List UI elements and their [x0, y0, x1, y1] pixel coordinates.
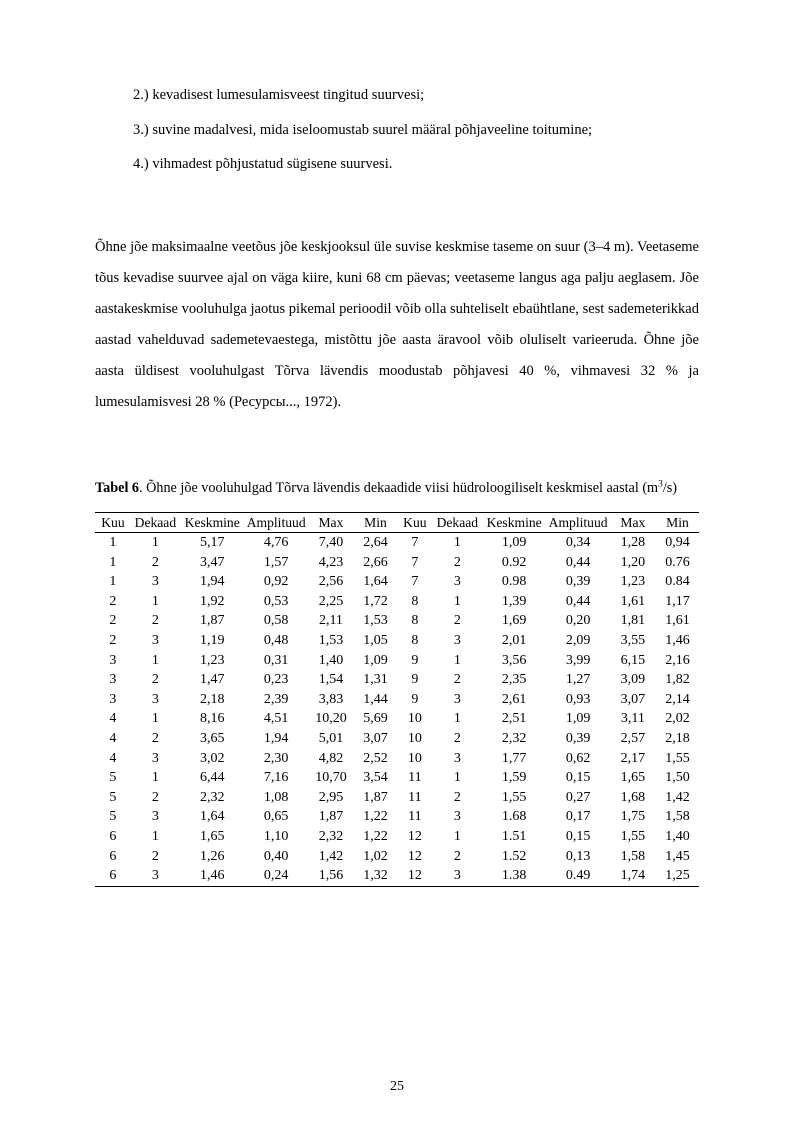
cell: 1: [109, 554, 117, 570]
cell: 4,76: [263, 535, 289, 551]
cell: 2: [109, 613, 117, 629]
cell: 0,39: [565, 731, 591, 747]
cell: 2,64: [363, 535, 388, 551]
cell: 2,95: [318, 789, 344, 805]
cell: 0,94: [665, 535, 690, 551]
cell: 3,83: [318, 691, 344, 707]
cell: 2: [151, 554, 159, 570]
table-caption-sup: 3: [658, 478, 663, 489]
col-header-amplituud-1: Amplituud: [244, 512, 307, 533]
cell: 1,57: [263, 554, 289, 570]
cell: 10: [407, 711, 422, 727]
cell: 0,44: [565, 554, 591, 570]
cell: 2,66: [363, 554, 388, 570]
cell: 1,55: [665, 750, 690, 766]
table-body: [95, 533, 699, 887]
cell: 1: [453, 593, 461, 609]
cell: 3,55: [620, 633, 646, 649]
cell: 1,22: [363, 829, 388, 844]
cell: 7: [411, 535, 419, 551]
table-row: [95, 866, 699, 886]
cell: 7: [411, 554, 419, 570]
cell: 1,64: [199, 809, 225, 825]
cell: 1,58: [620, 848, 646, 864]
cell: 1: [453, 829, 461, 844]
cell: 1,08: [263, 789, 289, 805]
cell: 2,16: [665, 652, 690, 668]
cell: 2: [453, 554, 461, 570]
cell: 0,48: [263, 633, 289, 649]
cell: 1,81: [620, 613, 646, 629]
cell: 1: [151, 652, 159, 668]
cell: 3: [131, 866, 180, 886]
cell: 1,55: [620, 829, 646, 844]
cell: 1,61: [620, 593, 646, 609]
list-item: 2.) kevadisest lumesulamisveest tingitud suurvesi;: [133, 87, 425, 103]
cell: 1: [109, 535, 117, 551]
cell: 3,47: [199, 554, 225, 570]
cell: 2,14: [665, 691, 690, 707]
cell: 6,15: [620, 652, 646, 668]
cell: 4,51: [263, 711, 289, 727]
table-row: [95, 847, 699, 867]
cell: 1,23: [620, 574, 646, 590]
col-header-kuu-2: Kuu: [397, 512, 433, 533]
cell: 2,61: [501, 691, 527, 707]
cell: 1,46: [665, 633, 690, 649]
table-row: [95, 533, 699, 553]
cell: 7: [411, 574, 419, 590]
cell: 1,87: [363, 789, 388, 805]
cell: 5: [109, 809, 117, 825]
cell: 2: [453, 789, 461, 805]
cell: 2: [109, 633, 117, 649]
cell: 5: [109, 789, 117, 805]
cell: 3: [151, 633, 159, 649]
cell: 1,09: [363, 652, 388, 668]
table-row: [95, 611, 699, 631]
cell: 2: [453, 848, 461, 864]
cell: 1,65: [199, 829, 225, 844]
cell: 8: [411, 613, 419, 629]
list-item: 3.) suvine madalvesi, mida iseloomustab suurel määral põhjaveeline toitumine;: [133, 121, 593, 138]
cell: 2,35: [501, 672, 527, 688]
cell: 2,56: [318, 574, 344, 590]
cell: 1,28: [620, 535, 646, 551]
table-header-row: [95, 512, 699, 533]
cell: 9: [411, 691, 419, 707]
cell: 2: [453, 613, 461, 629]
cell: 12: [397, 866, 433, 886]
table-header: [95, 512, 699, 533]
cell: 1: [151, 711, 159, 727]
cell: 6,44: [199, 770, 225, 786]
cell: 2: [151, 731, 159, 747]
cell: 1,02: [363, 848, 388, 864]
cell: 1,42: [665, 789, 690, 805]
table-row: [95, 827, 699, 847]
cell: 7,16: [263, 770, 289, 786]
cell: 3,07: [363, 731, 388, 747]
cell: 3: [453, 633, 461, 649]
cell: 3: [151, 691, 159, 707]
cell: 1,39: [501, 593, 527, 609]
cell: 0.84: [665, 574, 690, 590]
cell: 0,17: [565, 809, 591, 825]
cell: 2,57: [620, 731, 646, 747]
table-row: [95, 592, 699, 612]
hydrology-data-table: [95, 512, 699, 887]
cell: 1,53: [363, 613, 388, 629]
cell: 3,09: [620, 672, 646, 688]
table-row: [95, 768, 699, 788]
cell: 8: [411, 593, 419, 609]
cell: 1,47: [199, 672, 225, 688]
cell: 1,50: [665, 770, 690, 786]
cell: 1: [453, 770, 461, 786]
cell: 0,44: [565, 593, 591, 609]
cell: 1,45: [665, 848, 690, 864]
body-paragraph: Õhne jõe maksimaalne veetõus jõe keskjooksul üle suvise keskmise taseme on suur (3–4 m). Veetaseme tõus kevadise suurvee ajal on väga kiire, kuni 68 cm päevas; veetaseme langus aga palju aeglasem. Jõe aastakeskmise vooluhulga jaotus pikemal perioodil võib olla suhteliselt ebaühtlane, sest sademeterikkad aastad vahelduvad sademetevaestega, mistõttu jõe aasta äravool võib oluliselt varieeruda. Õhne jõe aasta üldisest vooluhulgast Tõrva lävendis moodustab põhjavesi 40 %, vihmavesi 32 % ja lumesulamisvesi 28 % (Ресурсы..., 1972).: [95, 238, 699, 410]
table-caption-text: . Õhne jõe vooluhulgad Tõrva lävendis dekaadide viisi hüdroloogiliselt keskmisel aastal (m: [139, 479, 659, 496]
cell: 3: [151, 574, 159, 590]
cell: 0,92: [263, 574, 289, 590]
cell: 2,32: [501, 731, 527, 747]
cell: 1,44: [363, 691, 388, 707]
cell: 3: [109, 652, 117, 668]
list-item: 4.) vihmadest põhjustatud sügisene suurvesi.: [133, 156, 393, 172]
col-header-max-2: Max: [610, 512, 656, 533]
cell: 1,17: [665, 593, 690, 609]
cell: 4: [109, 731, 117, 747]
cell: 3: [453, 691, 461, 707]
cell: 1,55: [501, 789, 527, 805]
col-header-max-1: Max: [308, 512, 354, 533]
cell: 1,72: [363, 593, 388, 609]
cell: 3: [433, 866, 482, 886]
cell: 1: [109, 574, 117, 590]
cell: 9: [411, 672, 419, 688]
cell: 12: [407, 829, 422, 844]
cell: 1,26: [199, 848, 225, 864]
cell: 10,20: [315, 711, 347, 727]
cell: 2,32: [199, 789, 225, 805]
cell: 1,92: [199, 593, 225, 609]
cell: 4,82: [318, 750, 344, 766]
cell: 8,16: [199, 711, 225, 727]
cell: 0,93: [565, 691, 591, 707]
cell: 0,58: [263, 613, 289, 629]
cell: 3: [453, 809, 461, 825]
cell: 5,17: [199, 535, 225, 551]
cell: 3,56: [501, 652, 527, 668]
cell: 10: [407, 731, 422, 747]
cell: 3,99: [565, 652, 591, 668]
cell: 0,20: [565, 613, 591, 629]
cell: 1,20: [620, 554, 646, 570]
cell: 3,02: [199, 750, 225, 766]
cell: 0.92: [501, 554, 527, 570]
cell: 0.76: [665, 554, 690, 570]
cell: 3: [453, 750, 461, 766]
cell: 1,87: [318, 809, 344, 825]
table-caption-label: Tabel 6: [95, 479, 140, 496]
cell: 1,58: [665, 809, 690, 825]
cell: 1,32: [354, 866, 397, 886]
cell: 1,46: [180, 866, 244, 886]
table-row: [95, 807, 699, 827]
cell: 2: [151, 613, 159, 629]
cell: 1,54: [318, 672, 344, 688]
cell: 2,39: [263, 691, 289, 707]
cell: 11: [408, 770, 422, 786]
cell: 6: [109, 848, 117, 864]
cell: 0,65: [263, 809, 289, 825]
cell: 0,31: [263, 652, 289, 668]
cell: 1: [453, 535, 461, 551]
cell: 2,52: [363, 750, 388, 766]
cell: 6: [95, 866, 131, 886]
cell: 1,75: [620, 809, 646, 825]
cell: 1.38: [482, 866, 546, 886]
cell: 4: [109, 750, 117, 766]
cell: 1,09: [501, 535, 527, 551]
cell: 1,09: [565, 711, 591, 727]
table-row: [95, 749, 699, 769]
cell: 2: [151, 848, 159, 864]
cell: 1: [453, 652, 461, 668]
cell: 3,11: [620, 711, 645, 727]
cell: 1,59: [501, 770, 527, 786]
col-header-kuu-1: Kuu: [95, 512, 131, 533]
cell: 0,15: [565, 770, 591, 786]
cell: 1: [151, 535, 159, 551]
cell: 1: [151, 593, 159, 609]
cell: 1,22: [363, 809, 388, 825]
cell: 1,53: [318, 633, 344, 649]
cell: 0,27: [565, 789, 591, 805]
cell: 1,23: [199, 652, 225, 668]
cell: 2,30: [263, 750, 289, 766]
cell: 1,56: [308, 866, 354, 886]
table-row: [95, 572, 699, 592]
cell: 3,07: [620, 691, 646, 707]
table-row: [95, 729, 699, 749]
cell: 2: [151, 789, 159, 805]
cell: 3: [453, 574, 461, 590]
cell: 1.51: [501, 829, 527, 844]
cell: 8: [411, 633, 419, 649]
table-row: [95, 651, 699, 671]
cell: 1,94: [263, 731, 289, 747]
cell: 11: [408, 809, 422, 825]
cell: 2,18: [199, 691, 225, 707]
cell: 2: [453, 672, 461, 688]
table-caption-text-end: /s): [662, 479, 678, 496]
table-row: [95, 690, 699, 710]
cell: 5,69: [363, 711, 388, 727]
cell: 2: [151, 672, 159, 688]
cell: 2,25: [318, 593, 344, 609]
cell: 1: [151, 829, 159, 844]
cell: 5,01: [318, 731, 344, 747]
cell: 2,18: [665, 731, 690, 747]
cell: 4,23: [318, 554, 344, 570]
cell: 1,74: [610, 866, 656, 886]
cell: 1,82: [665, 672, 690, 688]
cell: 2: [109, 593, 117, 609]
cell: 0,53: [263, 593, 289, 609]
cell: 3: [151, 809, 159, 825]
cell: 1,42: [318, 848, 344, 864]
cell: 6: [109, 829, 117, 844]
col-header-min-1: Min: [354, 512, 397, 533]
col-header-min-2: Min: [656, 512, 699, 533]
cell: 0,34: [565, 535, 591, 551]
cell: 1,64: [363, 574, 388, 590]
cell: 12: [407, 848, 422, 864]
cell: 3: [109, 691, 117, 707]
cell: 1,40: [665, 829, 690, 844]
cell: 1.52: [501, 848, 527, 864]
cell: 2,17: [620, 750, 646, 766]
cell: 1: [151, 770, 159, 786]
table-row: [95, 631, 699, 651]
cell: 9: [411, 652, 419, 668]
cell: 1,69: [501, 613, 527, 629]
cell: 2,32: [318, 829, 344, 844]
table-row: [95, 709, 699, 729]
cell: 1: [453, 711, 461, 727]
cell: 1,31: [363, 672, 388, 688]
cell: 1,77: [501, 750, 527, 766]
cell: 1,87: [199, 613, 225, 629]
cell: 7,40: [318, 535, 344, 551]
col-header-keskmine-1: Keskmine: [180, 512, 244, 533]
cell: 0,13: [565, 848, 591, 864]
cell: 0,39: [565, 574, 591, 590]
cell: 1,65: [620, 770, 646, 786]
cell: 11: [408, 789, 422, 805]
cell: 2: [453, 731, 461, 747]
cell: 3: [109, 672, 117, 688]
table-row: [95, 553, 699, 573]
cell: 1,94: [199, 574, 225, 590]
cell: 3,65: [199, 731, 225, 747]
cell: 0.49: [546, 866, 609, 886]
cell: 10: [407, 750, 422, 766]
cell: 2,01: [501, 633, 527, 649]
paragraph-spacer: [95, 192, 699, 232]
cell: 0,15: [565, 829, 591, 844]
cell: 5: [109, 770, 117, 786]
cell: 0,40: [263, 848, 289, 864]
cell: 0.98: [501, 574, 527, 590]
cell: 2,51: [501, 711, 527, 727]
cell: 1.68: [501, 809, 527, 825]
table-row: [95, 788, 699, 808]
cell: 1,19: [199, 633, 225, 649]
col-header-keskmine-2: Keskmine: [482, 512, 546, 533]
cell: 3: [151, 750, 159, 766]
cell: 1,10: [263, 829, 289, 844]
cell: 1,68: [620, 789, 646, 805]
cell: 1,61: [665, 613, 690, 629]
cell: 1,25: [656, 866, 699, 886]
page-number: 25: [390, 1079, 404, 1094]
table-row: [95, 670, 699, 690]
cell: 2,09: [565, 633, 591, 649]
cell: 0,23: [263, 672, 289, 688]
col-header-dekaad-1: Dekaad: [131, 512, 180, 533]
table-caption: [95, 479, 699, 498]
cell: 1,40: [318, 652, 344, 668]
cell: 0,62: [565, 750, 591, 766]
col-header-amplituud-2: Amplituud: [546, 512, 609, 533]
cell: 2,02: [665, 711, 690, 727]
cell: 2,11: [318, 613, 343, 629]
cell: 1,27: [565, 672, 591, 688]
cell: 0,24: [244, 866, 307, 886]
col-header-dekaad-2: Dekaad: [433, 512, 482, 533]
cell: 1,05: [363, 633, 388, 649]
cell: 10,70: [315, 770, 347, 786]
cell: 3,54: [363, 770, 388, 786]
cell: 4: [109, 711, 117, 727]
